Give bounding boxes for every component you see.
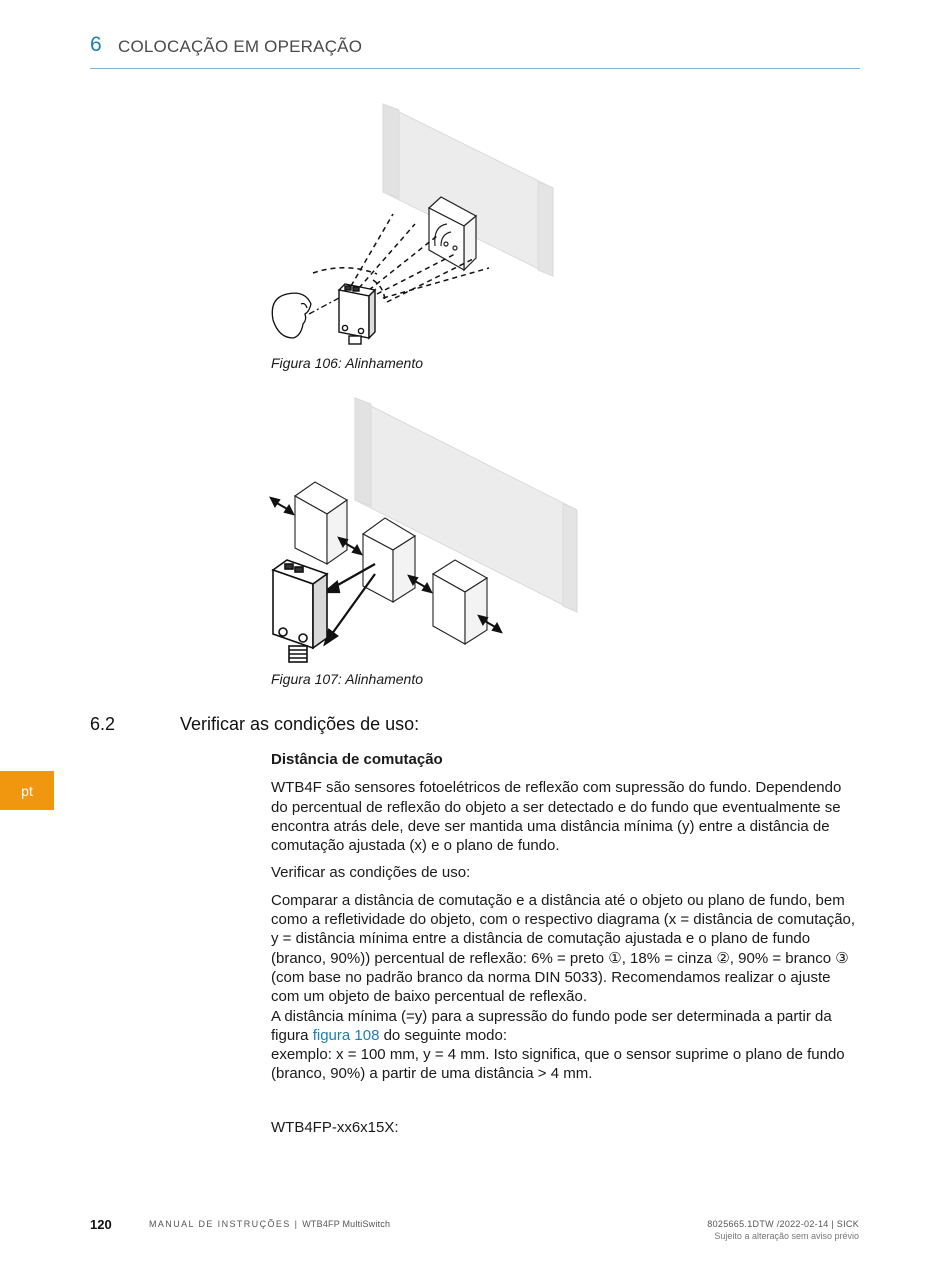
paragraph-min-distance-text: A distância mínima (=y) para a supressão do fundo pode ser determinada a partir da figura (271, 1007, 832, 1044)
subheading: Distância de comutação (271, 751, 443, 768)
paragraph-min-distance (271, 1007, 856, 1046)
header-rule (90, 68, 860, 69)
section-title: Verificar as condições de uso: (180, 714, 420, 734)
sensor-device-shape (339, 284, 375, 344)
paragraph-example: exemplo: x = 100 mm, y = 4 mm. Isto significa, que o sensor suprime o plano de fundo (branco, 90%) a partir de uma distância > 4 mm. (271, 1046, 845, 1083)
footer-note: Sujeito a alteração sem aviso prévio (714, 1231, 859, 1241)
paragraph-compare: Comparar a distância de comutação e a distância até o objeto ou plano de fundo, bem como a refletividade do objeto, com o respectivo diagrama (x = distância de comutação, y = distância mínima entre a distância de comutação ajustada e o plano de fundo (branco, 90%)) percentual de reflexão: 6% = preto ①, 18% = cinza ②, 90% = branco ③ (com base no padrão branco da norma DIN 5033). Recomendamos realizar o ajuste com um objeto de baixo percentual de reflexão. (271, 891, 856, 1006)
page-number: 120 (90, 1217, 112, 1232)
paragraph-min-distance-tail: do seguinte modo: (379, 1026, 508, 1044)
figure-107-caption: Figura 107: Alinhamento (271, 671, 424, 687)
operator-head-shape (272, 293, 311, 338)
figure-106-illustration (265, 98, 565, 346)
figure-106-caption: Figura 106: Alinhamento (271, 355, 424, 371)
sensor-device-shape (273, 560, 327, 662)
footer-product: WTB4FP MultiSwitch (302, 1219, 391, 1229)
section-body (271, 750, 856, 1145)
footer-doc-info: 8025665.1DTW /2022-02-14 | SICK (707, 1219, 859, 1229)
language-tab: pt (0, 771, 54, 810)
footer-manual-label: MANUAL DE INSTRUÇÕES | (149, 1219, 299, 1229)
section-number: 6.2 (90, 714, 116, 734)
chapter-title: COLOCAÇÃO EM OPERAÇÃO (118, 37, 363, 56)
footer-manual (149, 1219, 390, 1229)
figure-107-illustration (265, 392, 585, 672)
figure-108-link[interactable]: figura 108 (312, 1026, 380, 1044)
paragraph-check: Verificar as condições de uso: (271, 864, 471, 882)
model-label: WTB4FP-xx6x15X: (271, 1118, 399, 1136)
chapter-number: 6 (90, 33, 102, 56)
paragraph-intro: WTB4F são sensores fotoelétricos de reflexão com supressão do fundo. Dependendo do percentual de reflexão do objeto a ser detectado e do fundo que eventualmente se encontra atrás dele, deve ser mantida uma distância mínima (y) entre a distância de comutação ajustada (x) e o plano de fundo. (271, 779, 842, 855)
